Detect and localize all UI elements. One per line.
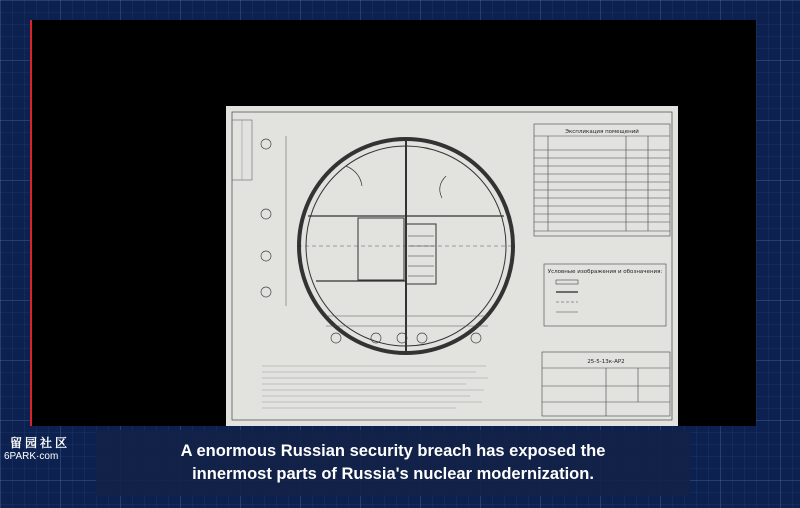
watermark-site: 6PARK·com	[4, 451, 59, 462]
table-title: Экспликация помещений	[565, 129, 639, 135]
blueprint-image	[226, 106, 678, 426]
watermark-chinese: 留园社区	[10, 436, 71, 450]
caption-line-2: innermost parts of Russia's nuclear modernization.	[192, 465, 594, 483]
video-caption	[96, 440, 690, 486]
drawing-code: 25-5-13к-АР2	[587, 359, 625, 365]
red-accent-line	[30, 20, 32, 426]
caption-line-1: A enormous Russian security breach has exposed the	[180, 442, 606, 460]
legend-title: Условные изображения и обозначения:	[547, 269, 663, 275]
site-watermark	[4, 434, 84, 462]
